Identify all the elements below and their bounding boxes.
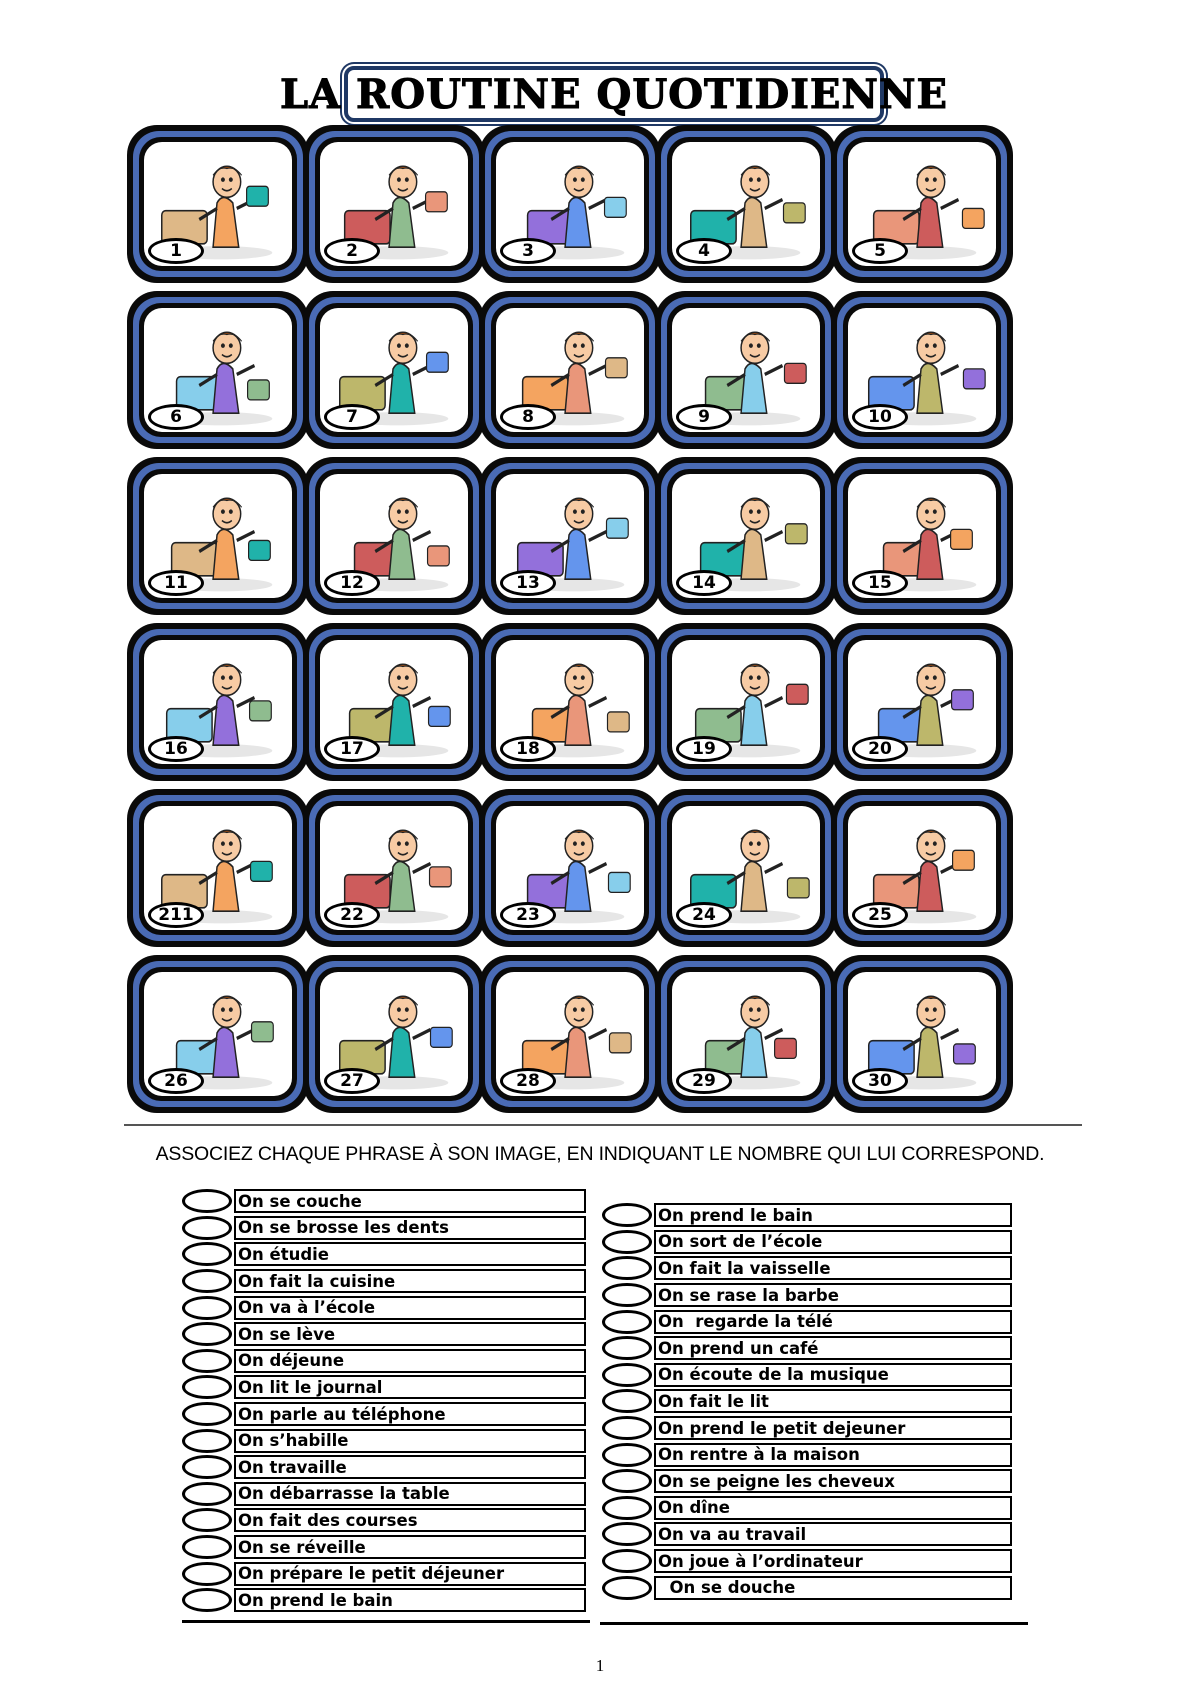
picture-card [831, 125, 1013, 283]
phrase-row [182, 1294, 586, 1321]
phrase-list-right [602, 1202, 1012, 1601]
picture-number-badge: 7 [324, 404, 380, 430]
picture-number-badge: 3 [500, 238, 556, 264]
picture-number-badge: 26 [148, 1068, 204, 1094]
answer-oval-input[interactable] [602, 1203, 652, 1227]
phrase-text: On déjeune [234, 1349, 586, 1373]
phrase-row [182, 1481, 586, 1508]
picture-number-badge: 25 [852, 902, 908, 928]
picture-card [303, 291, 485, 449]
phrase-text: On dîne [654, 1496, 1012, 1520]
picture-number-badge: 30 [852, 1068, 908, 1094]
answer-oval-input[interactable] [182, 1508, 232, 1532]
page-number: 1 [595, 1656, 605, 1675]
phrase-row [182, 1374, 586, 1401]
phrase-row [602, 1441, 1012, 1468]
picture-card [127, 457, 309, 615]
answer-oval-input[interactable] [602, 1336, 652, 1360]
picture-number-badge: 22 [324, 902, 380, 928]
picture-card [479, 955, 661, 1113]
picture-number-badge: 5 [852, 238, 908, 264]
answer-oval-input[interactable] [182, 1402, 232, 1426]
picture-number-badge: 16 [148, 736, 204, 762]
picture-card [127, 623, 309, 781]
phrase-row [602, 1335, 1012, 1362]
phrase-text: On se peigne les cheveux [654, 1469, 1012, 1493]
answer-oval-input[interactable] [602, 1549, 652, 1573]
answer-oval-input[interactable] [182, 1349, 232, 1373]
picture-number-badge: 19 [676, 736, 732, 762]
picture-number-badge: 8 [500, 404, 556, 430]
phrase-text: On prend le bain [234, 1588, 586, 1612]
picture-card [831, 789, 1013, 947]
answer-oval-input[interactable] [602, 1283, 652, 1307]
answer-oval-input[interactable] [182, 1216, 232, 1240]
phrase-text: On sort de l’école [654, 1230, 1012, 1254]
picture-card [479, 623, 661, 781]
phrase-text: On lit le journal [234, 1375, 586, 1399]
phrase-text: On va au travail [654, 1522, 1012, 1546]
picture-number-badge: 4 [676, 238, 732, 264]
picture-number-badge: 2 [324, 238, 380, 264]
phrase-row [602, 1415, 1012, 1442]
answer-oval-input[interactable] [602, 1496, 652, 1520]
phrase-row [602, 1229, 1012, 1256]
answer-oval-input[interactable] [602, 1389, 652, 1413]
phrase-row [182, 1560, 586, 1587]
answer-oval-input[interactable] [602, 1522, 652, 1546]
bottom-rule-left [182, 1620, 590, 1623]
instruction-text: ASSOCIEZ CHAQUE PHRASE À SON IMAGE, EN INDIQUANT LE NOMBRE QUI LUI CORRESPOND. [155, 1143, 1045, 1165]
phrase-text: On se réveille [234, 1535, 586, 1559]
picture-card [831, 291, 1013, 449]
phrase-text: On joue à l’ordinateur [654, 1549, 1012, 1573]
picture-number-badge: 23 [500, 902, 556, 928]
phrase-text: On fait la vaisselle [654, 1256, 1012, 1280]
section-divider [124, 1124, 1082, 1126]
picture-number-badge: 17 [324, 736, 380, 762]
picture-number-badge: 1 [148, 238, 204, 264]
picture-number-badge: 10 [852, 404, 908, 430]
picture-card [831, 457, 1013, 615]
page-title: LA ROUTINE QUOTIDIENNE [279, 70, 949, 118]
phrase-row [182, 1427, 586, 1454]
picture-card [127, 955, 309, 1113]
picture-card [479, 457, 661, 615]
phrase-text: On se douche [654, 1576, 1012, 1600]
phrase-row [182, 1268, 586, 1295]
answer-oval-input[interactable] [182, 1562, 232, 1586]
picture-card [655, 623, 837, 781]
phrase-text: On fait la cuisine [234, 1269, 586, 1293]
phrase-row [602, 1574, 1012, 1601]
picture-card [655, 291, 837, 449]
picture-card [303, 457, 485, 615]
picture-card [655, 955, 837, 1113]
picture-number-badge: 24 [676, 902, 732, 928]
picture-card [831, 955, 1013, 1113]
phrase-text: On fait le lit [654, 1389, 1012, 1413]
phrase-text: On se couche [234, 1189, 586, 1213]
answer-oval-input[interactable] [182, 1588, 232, 1612]
bottom-rule-right [600, 1622, 1028, 1625]
phrase-row [182, 1587, 586, 1614]
phrase-text: On se lève [234, 1322, 586, 1346]
phrase-text: On parle au téléphone [234, 1402, 586, 1426]
picture-number-badge: 18 [500, 736, 556, 762]
phrase-text: On débarrasse la table [234, 1482, 586, 1506]
answer-oval-input[interactable] [182, 1242, 232, 1266]
phrase-text: On travaille [234, 1455, 586, 1479]
picture-number-badge: 29 [676, 1068, 732, 1094]
answer-oval-input[interactable] [602, 1416, 652, 1440]
picture-card [479, 125, 661, 283]
picture-card [479, 291, 661, 449]
picture-number-badge: 15 [852, 570, 908, 596]
answer-oval-input[interactable] [602, 1310, 652, 1334]
picture-card [655, 789, 837, 947]
answer-oval-input[interactable] [602, 1363, 652, 1387]
phrase-row [182, 1507, 586, 1534]
answer-oval-input[interactable] [602, 1256, 652, 1280]
picture-card [127, 125, 309, 283]
picture-number-badge: 14 [676, 570, 732, 596]
phrase-text: On écoute de la musique [654, 1363, 1012, 1387]
phrase-text: On regarde la télé [654, 1310, 1012, 1334]
answer-oval-input[interactable] [182, 1455, 232, 1479]
answer-oval-input[interactable] [182, 1429, 232, 1453]
picture-number-badge: 13 [500, 570, 556, 596]
picture-card [831, 623, 1013, 781]
phrase-row [182, 1188, 586, 1215]
phrase-text: On prend le petit dejeuner [654, 1416, 1012, 1440]
picture-number-badge: 211 [148, 902, 204, 928]
phrase-row [182, 1454, 586, 1481]
phrase-row [602, 1255, 1012, 1282]
picture-card [303, 125, 485, 283]
answer-oval-input[interactable] [182, 1375, 232, 1399]
phrase-text: On fait des courses [234, 1508, 586, 1532]
phrase-row [182, 1534, 586, 1561]
picture-number-badge: 6 [148, 404, 204, 430]
answer-oval-input[interactable] [602, 1576, 652, 1600]
phrase-text: On s’habille [234, 1429, 586, 1453]
phrase-text: On se rase la barbe [654, 1283, 1012, 1307]
phrase-text: On prend le bain [654, 1203, 1012, 1227]
answer-oval-input[interactable] [182, 1189, 232, 1213]
picture-card [127, 291, 309, 449]
answer-oval-input[interactable] [602, 1469, 652, 1493]
picture-number-badge: 27 [324, 1068, 380, 1094]
picture-number-badge: 20 [852, 736, 908, 762]
answer-oval-input[interactable] [182, 1296, 232, 1320]
phrase-row [602, 1495, 1012, 1522]
phrase-row [602, 1282, 1012, 1309]
phrase-row [602, 1468, 1012, 1495]
phrase-row [182, 1401, 586, 1428]
title-box [279, 66, 949, 122]
phrase-text: On rentre à la maison [654, 1443, 1012, 1467]
answer-oval-input[interactable] [182, 1269, 232, 1293]
picture-card [655, 457, 837, 615]
phrase-row [182, 1321, 586, 1348]
picture-number-badge: 9 [676, 404, 732, 430]
phrase-row [182, 1348, 586, 1375]
phrase-row [602, 1202, 1012, 1229]
picture-card [303, 955, 485, 1113]
phrase-row [182, 1215, 586, 1242]
answer-oval-input[interactable] [182, 1482, 232, 1506]
phrase-row [182, 1241, 586, 1268]
phrase-text: On se brosse les dents [234, 1216, 586, 1240]
picture-number-badge: 28 [500, 1068, 556, 1094]
picture-number-badge: 12 [324, 570, 380, 596]
phrase-row [602, 1548, 1012, 1575]
phrase-text: On étudie [234, 1242, 586, 1266]
picture-grid [127, 125, 1075, 1115]
answer-oval-input[interactable] [602, 1443, 652, 1467]
answer-oval-input[interactable] [182, 1535, 232, 1559]
picture-card [303, 623, 485, 781]
picture-number-badge: 11 [148, 570, 204, 596]
picture-card [479, 789, 661, 947]
phrase-list-left [182, 1188, 586, 1614]
picture-card [303, 789, 485, 947]
picture-card [655, 125, 837, 283]
phrase-row [602, 1388, 1012, 1415]
phrase-row [602, 1362, 1012, 1389]
picture-card [127, 789, 309, 947]
answer-oval-input[interactable] [182, 1322, 232, 1346]
phrase-row [602, 1308, 1012, 1335]
phrase-text: On prépare le petit déjeuner [234, 1562, 586, 1586]
phrase-text: On prend un café [654, 1336, 1012, 1360]
phrase-text: On va à l’école [234, 1296, 586, 1320]
phrase-row [602, 1521, 1012, 1548]
answer-oval-input[interactable] [602, 1230, 652, 1254]
